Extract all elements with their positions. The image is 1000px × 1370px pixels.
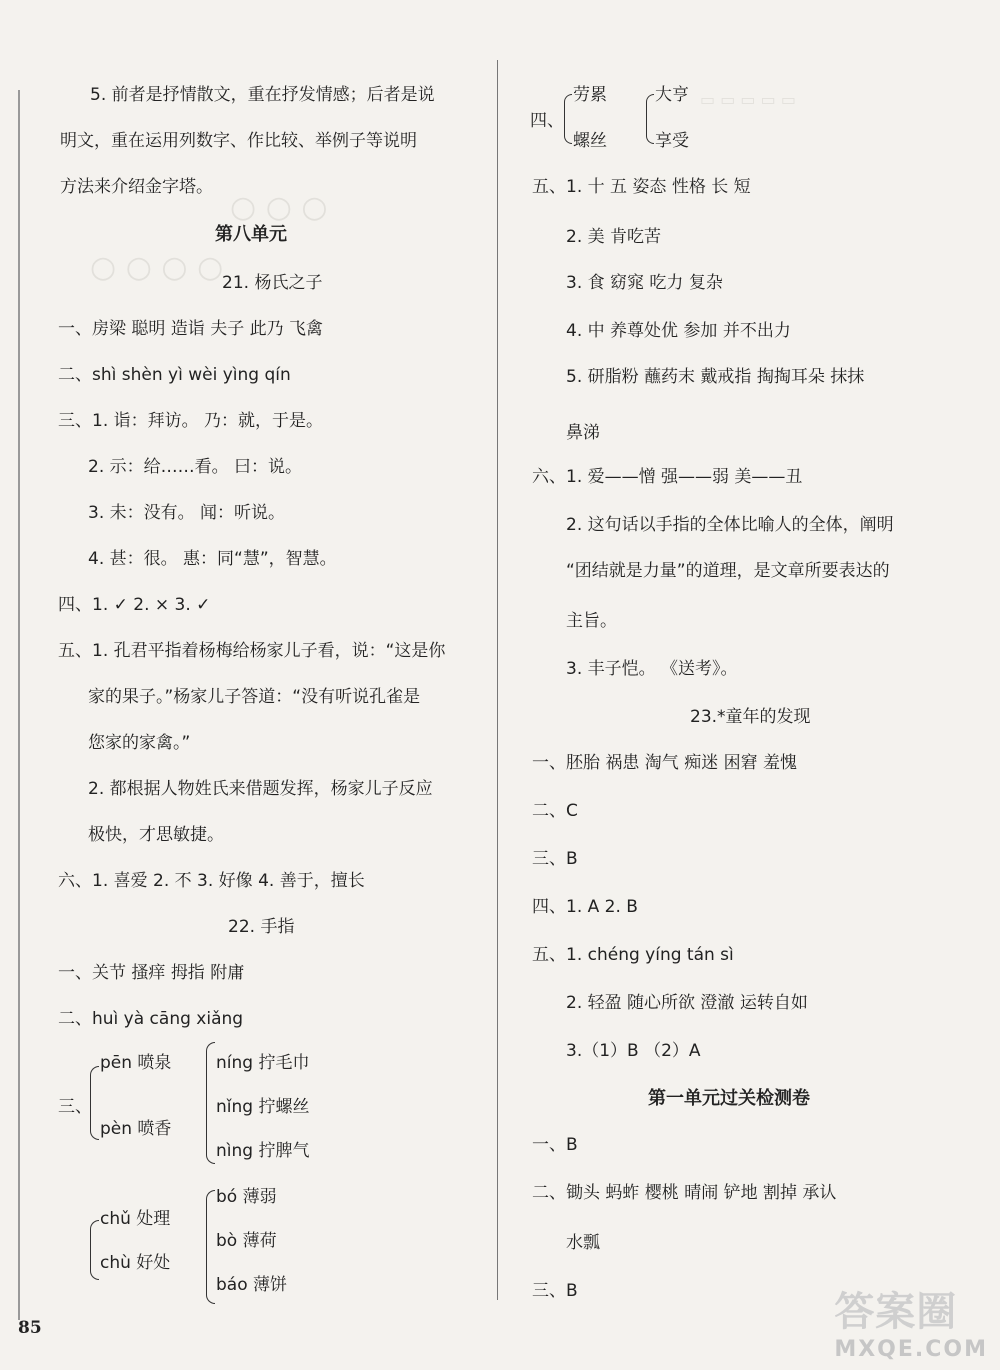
answer-label: 四、 bbox=[530, 111, 564, 131]
answer-line: 二、锄头 蚂蚱 樱桃 晴闹 铲地 割掉 承认 bbox=[532, 1183, 837, 1203]
answer-line: níng 拧毛巾 bbox=[216, 1053, 310, 1073]
bleed-through: ▭ ▭ ▭ ▭ ▭ bbox=[700, 90, 796, 109]
answer-line: 四、1. A 2. B bbox=[532, 897, 638, 917]
answer-line: 二、C bbox=[532, 801, 578, 821]
answer-line: 五、1. 十 五 姿态 性格 长 短 bbox=[532, 177, 751, 197]
answer-line: 鼻涕 bbox=[566, 423, 600, 443]
answer-line: 三、B bbox=[532, 849, 578, 869]
brace bbox=[90, 1220, 99, 1280]
test-title: 第一单元过关检测卷 bbox=[648, 1088, 810, 1109]
unit-title: 第八单元 bbox=[215, 224, 287, 245]
answer-line: chù 好处 bbox=[100, 1253, 171, 1273]
answer-line: 大亨 bbox=[655, 85, 689, 105]
answer-line: 一、关节 搔痒 拇指 附庸 bbox=[58, 963, 245, 983]
answer-line: “团结就是力量”的道理，是文章所要表达的 bbox=[566, 561, 890, 581]
answer-line: 2. 这句话以手指的全体比喻人的全体，阐明 bbox=[566, 515, 894, 535]
answer-line: 六、1. 爱——憎 强——弱 美——丑 bbox=[532, 467, 803, 487]
answer-line: 4. 中 养尊处优 参加 并不出力 bbox=[566, 321, 791, 341]
lesson-title: 21. 杨氏之子 bbox=[222, 273, 323, 293]
answer-line: 家的果子。”杨家儿子答道：“没有听说孔雀是 bbox=[88, 687, 421, 707]
answer-line: 您家的家禽。” bbox=[88, 733, 191, 753]
brace bbox=[206, 1190, 215, 1304]
answer-line: chǔ 处理 bbox=[100, 1209, 171, 1229]
answer-line: 劳累 bbox=[573, 85, 607, 105]
answer-line: 五、1. chéng yíng tán sì bbox=[532, 945, 734, 965]
text-line: 明文，重在运用列数字、作比较、举例子等说明 bbox=[60, 131, 417, 151]
answer-line: 4. 甚：很。 惠：同“慧”，智慧。 bbox=[88, 549, 337, 569]
answer-line: pēn 喷泉 bbox=[100, 1053, 172, 1073]
answer-line: 螺丝 bbox=[573, 131, 607, 151]
answer-line: 三、B bbox=[532, 1281, 578, 1301]
binding-rule bbox=[18, 90, 20, 1320]
answer-line: 享受 bbox=[655, 131, 689, 151]
answer-line: 2. 美 肯吃苦 bbox=[566, 227, 662, 247]
lesson-title: 23.*童年的发现 bbox=[690, 707, 811, 727]
answer-line: 主旨。 bbox=[566, 611, 617, 631]
answer-line: 二、shì shèn yì wèi yìng qín bbox=[58, 365, 291, 385]
answer-line: 3. 未：没有。 闻：听说。 bbox=[88, 503, 286, 523]
lesson-title: 22. 手指 bbox=[228, 917, 295, 937]
answer-line: nǐng 拧螺丝 bbox=[216, 1097, 310, 1117]
answer-line: 极快，才思敏捷。 bbox=[88, 825, 224, 845]
answer-line: 一、B bbox=[532, 1135, 578, 1155]
answer-line: 一、胚胎 祸患 淘气 痴迷 困窘 羞愧 bbox=[532, 753, 798, 773]
answer-line: 3. 食 窈窕 吃力 复杂 bbox=[566, 273, 723, 293]
answer-line: 六、1. 喜爱 2. 不 3. 好像 4. 善于，擅长 bbox=[58, 871, 365, 891]
page-number: 85 bbox=[18, 1318, 42, 1338]
answer-line: bó 薄弱 bbox=[216, 1187, 277, 1207]
answer-line: 3.（1）B （2）A bbox=[566, 1041, 701, 1061]
answer-line: 3. 丰子恺。 《送考》。 bbox=[566, 659, 738, 679]
brace bbox=[564, 94, 572, 144]
answer-line: 二、huì yà cāng xiǎng bbox=[58, 1009, 244, 1029]
watermark-url: MXQE.COM bbox=[834, 1337, 988, 1362]
brace bbox=[206, 1042, 215, 1164]
brace bbox=[90, 1066, 99, 1140]
answer-line: 5. 研脂粉 蘸药末 戴戒指 掏掏耳朵 抹抹 bbox=[566, 367, 865, 387]
answer-label: 三、 bbox=[58, 1097, 92, 1117]
column-divider bbox=[497, 60, 498, 1300]
answer-line: pèn 喷香 bbox=[100, 1119, 172, 1139]
answer-line: 一、房梁 聪明 造诣 夫子 此乃 飞禽 bbox=[58, 319, 324, 339]
answer-line: bò 薄荷 bbox=[216, 1231, 277, 1251]
text-line: 方法来介绍金字塔。 bbox=[60, 177, 213, 197]
brace bbox=[646, 94, 654, 144]
watermark-logo bbox=[834, 1280, 988, 1362]
answer-line: 三、1. 诣：拜访。 乃：就，于是。 bbox=[58, 411, 324, 431]
text-line: 5. 前者是抒情散文，重在抒发情感；后者是说 bbox=[90, 85, 435, 105]
bleed-through: ○ ○ ○ bbox=[230, 190, 328, 225]
answer-line: nìng 拧脾气 bbox=[216, 1141, 310, 1161]
answer-line: 水瓢 bbox=[566, 1233, 600, 1253]
answer-line: 2. 轻盈 随心所欲 澄澈 运转自如 bbox=[566, 993, 808, 1013]
answer-line: 四、1. ✓ 2. × 3. ✓ bbox=[58, 595, 211, 615]
watermark-text: 答案圈 bbox=[834, 1289, 958, 1335]
answer-line: 五、1. 孔君平指着杨梅给杨家儿子看，说：“这是你 bbox=[58, 641, 446, 661]
bleed-through: ○ ○ ○ ○ bbox=[90, 250, 224, 285]
answer-line: 2. 都根据人物姓氏来借题发挥，杨家儿子反应 bbox=[88, 779, 433, 799]
answer-line: báo 薄饼 bbox=[216, 1275, 288, 1295]
answer-line: 2. 示：给……看。 曰：说。 bbox=[88, 457, 303, 477]
